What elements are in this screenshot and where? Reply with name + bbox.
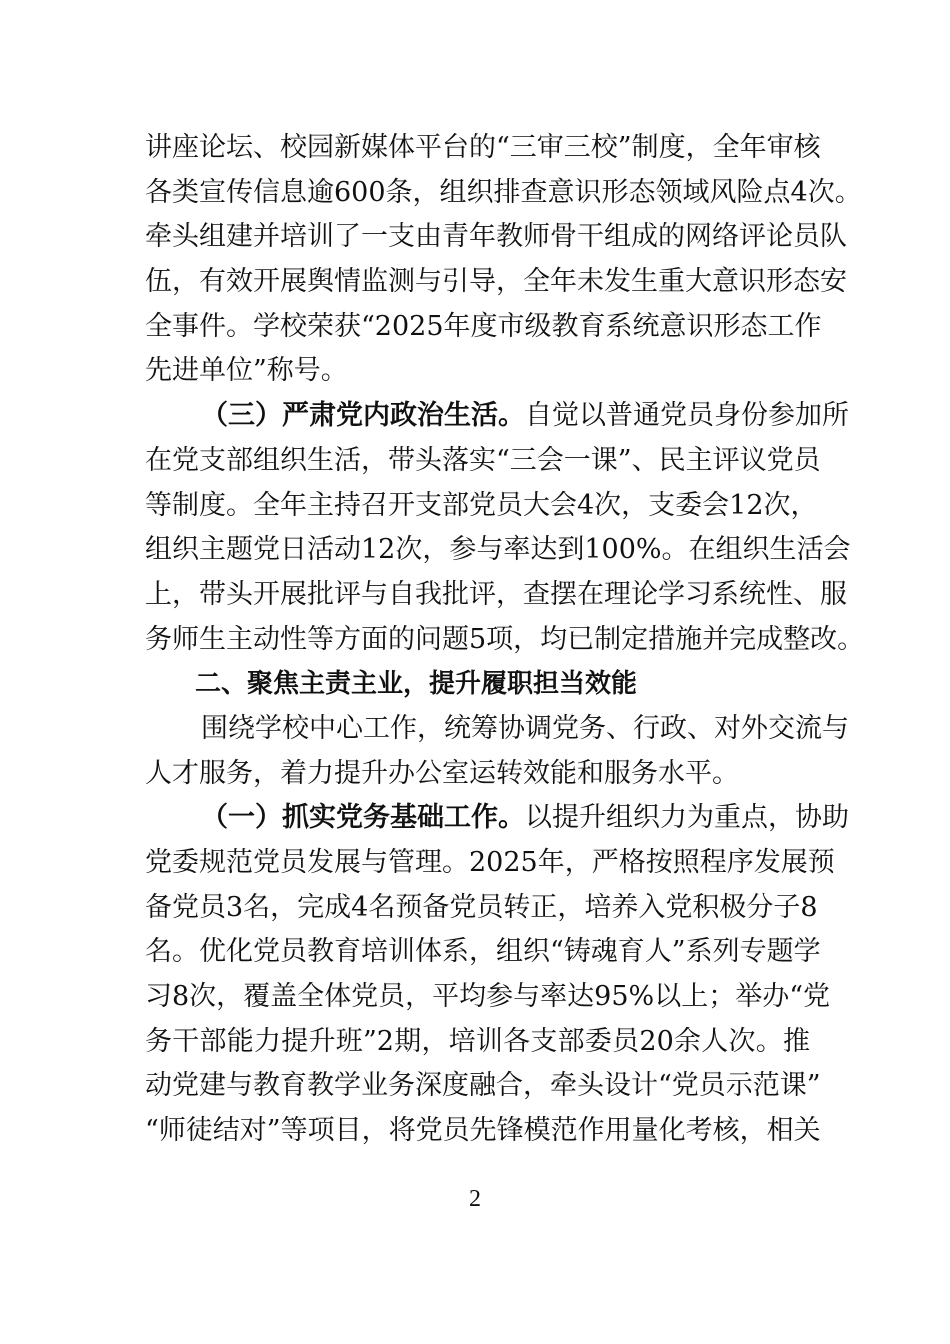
paragraph-text: 自觉以普通党员身份参加所 <box>525 400 849 432</box>
paragraph-line: 名。优化党员教育培训体系，组织“铸魂育人”系列专题学 <box>145 936 821 968</box>
section-heading: 二、聚焦主责主业，提升履职担当效能 <box>195 669 638 700</box>
paragraph-line: 牵头组建并培训了一支由青年教师骨干组成的网络评论员队 <box>145 221 847 253</box>
paragraph-line: 人才服务，着力提升办公室运转效能和服务水平。 <box>145 757 739 789</box>
paragraph-line: 动党建与教育教学业务深度融合，牵头设计“党员示范课” <box>145 1070 821 1102</box>
paragraph-line: 务师生主动性等方面的问题5项，均已制定措施并完成整改。 <box>145 623 865 655</box>
paragraph-line: “师徒结对”等项目，将党员先锋模范作用量化考核，相关 <box>145 1115 821 1147</box>
paragraph-line: 备党员3名，完成4名预备党员转正，培养入党积极分子8 <box>145 891 818 923</box>
paragraph-line: 务干部能力提升班”2期，培训各支部委员20余人次。推 <box>145 1025 810 1057</box>
paragraph-line: 各类宣传信息逾600条，组织排查意识形态领域风险点4次。 <box>145 176 862 208</box>
section-subtitle: （一）抓实党务基础工作。 <box>201 802 525 834</box>
section-subtitle: （三）严肃党内政治生活。 <box>201 400 525 432</box>
paragraph-line: 伍，有效开展舆情监测与引导，全年未发生重大意识形态安 <box>145 266 847 298</box>
paragraph-line: 党委规范党员发展与管理。2025年，严格按照程序发展预 <box>145 847 835 878</box>
paragraph-line: 全事件。学校荣获“2025年度市级教育系统意识形态工作 <box>145 310 822 342</box>
paragraph-line: 习8次，覆盖全体党员，平均参与率达95%以上；举办“党 <box>145 981 830 1013</box>
paragraph-line: 讲座论坛、校园新媒体平台的“三审三校”制度，全年审核 <box>145 132 821 163</box>
paragraph-line: 在党支部组织生活，带头落实“三会一课”、民主评议党员 <box>145 444 821 476</box>
body-text <box>145 126 865 1154</box>
paragraph-text: 以提升组织力为重点，协助 <box>525 802 849 834</box>
paragraph-first-line <box>145 394 849 439</box>
paragraph-line: 上，带头开展批评与自我批评，查摆在理论学习系统性、服 <box>145 578 847 610</box>
page-number: 2 <box>469 1186 481 1212</box>
paragraph-line: 等制度。全年主持召开支部党员大会4次，支委会12次， <box>145 489 818 521</box>
paragraph-first-line <box>145 796 849 841</box>
paragraph-line: 组织主题党日活动12次，参与率达到100%。在组织生活会 <box>145 534 851 566</box>
paragraph-line: 先进单位”称号。 <box>145 355 348 387</box>
paragraph-line: 围绕学校中心工作，统筹协调党务、行政、对外交流与 <box>201 712 849 744</box>
